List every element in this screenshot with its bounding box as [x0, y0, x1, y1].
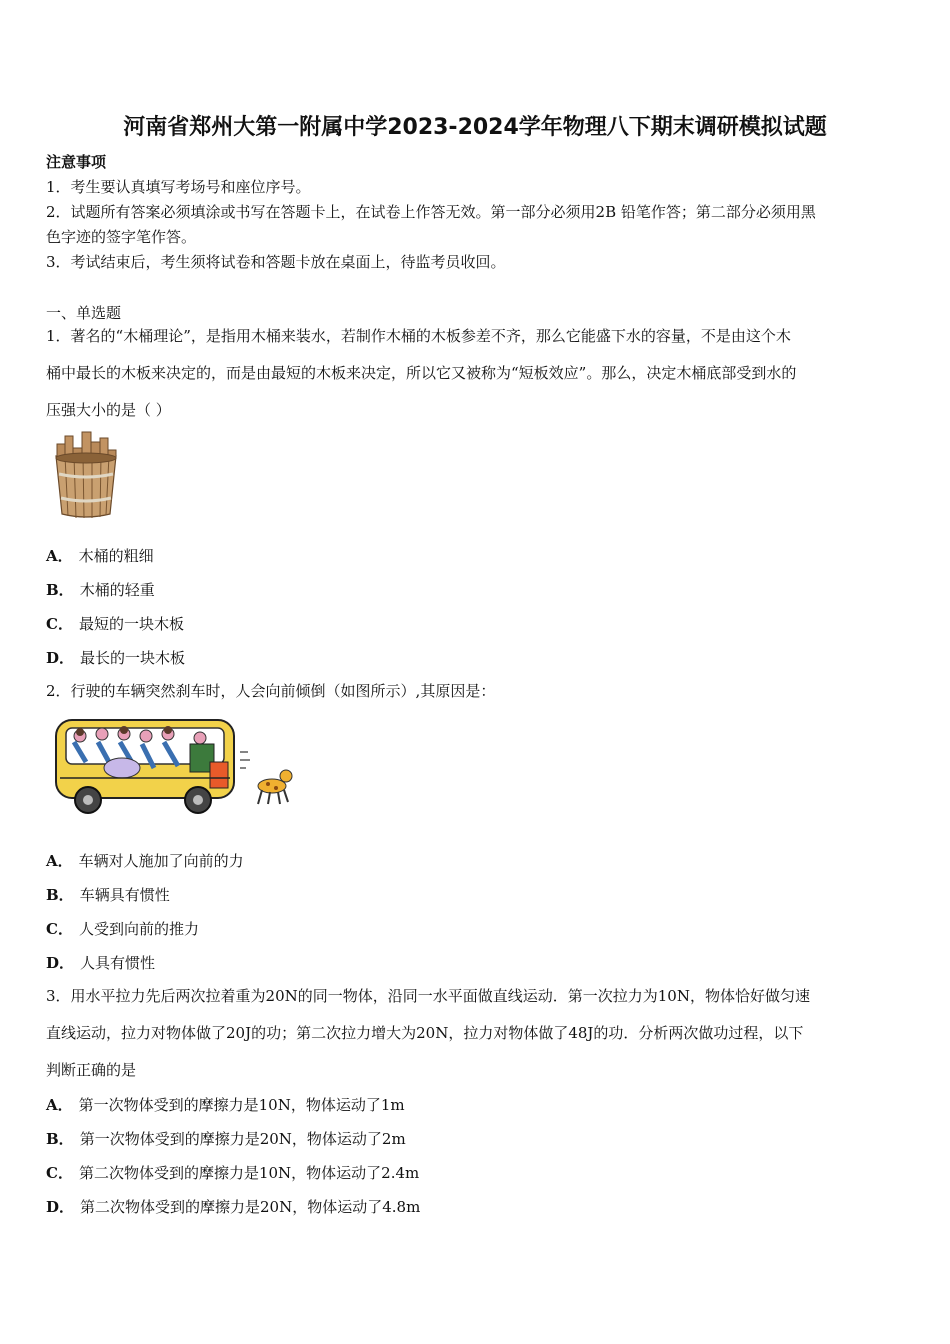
option-text: 第一次物体受到的摩擦力是20N，物体运动了2m [79, 1130, 406, 1148]
q3-option-a [46, 1094, 405, 1115]
question-1-line: 1．著名的“木桶理论”，是指用木桶来装水，若制作木桶的木板参差不齐，那么它能盛下水的容量，不是由这个木 [46, 327, 791, 345]
option-label: A． [46, 1096, 73, 1114]
exam-title: 河南省郑州大第一附属中学2023-2024学年物理八下期末调研模拟试题 [123, 115, 827, 140]
option-label: B． [46, 886, 74, 904]
option-text: 最短的一块木板 [78, 615, 184, 633]
q2-option-a [46, 850, 244, 871]
q1-option-b [46, 579, 155, 600]
option-label: D． [46, 1198, 75, 1216]
q3-option-d [46, 1196, 420, 1217]
option-label: A． [46, 852, 73, 870]
q2-option-d [46, 952, 155, 973]
option-text: 人具有惯性 [80, 954, 156, 972]
q1-option-c [46, 613, 184, 634]
q1-option-a [46, 545, 154, 566]
q2-option-b [46, 884, 170, 905]
option-text: 最长的一块木板 [80, 649, 186, 667]
q3-option-c [46, 1162, 419, 1183]
question-3-line: 判断正确的是 [46, 1061, 137, 1079]
bus-braking-image [50, 712, 298, 816]
option-label: B． [46, 581, 74, 599]
wooden-bucket-image [48, 430, 124, 520]
option-text: 人受到向前的推力 [78, 920, 199, 938]
option-text: 木桶的粗细 [78, 547, 154, 565]
notice-heading: 注意事项 [46, 153, 107, 171]
option-text: 第一次物体受到的摩擦力是10N，物体运动了1m [78, 1096, 405, 1114]
option-label: C． [46, 920, 73, 938]
notice-item: 色字迹的签字笔作答。 [46, 228, 197, 246]
option-label: A． [46, 547, 73, 565]
option-label: D． [46, 649, 75, 667]
option-text: 木桶的轻重 [79, 581, 155, 599]
notice-item: 3．考试结束后，考生须将试卷和答题卡放在桌面上，待监考员收回。 [46, 253, 506, 271]
notice-item: 1．考生要认真填写考场号和座位序号。 [46, 178, 311, 196]
question-3-line: 直线运动，拉力对物体做了20J的功；第二次拉力增大为20N，拉力对物体做了48J的功．分析两次做功过程，以下 [46, 1024, 804, 1042]
question-3-line: 3．用水平拉力先后两次拉着重为20N的同一物体，沿同一水平面做直线运动．第一次拉力为10N，物体恰好做匀速 [46, 987, 810, 1005]
option-label: C． [46, 615, 73, 633]
q2-option-c [46, 918, 199, 939]
section-heading: 一、单选题 [46, 304, 122, 322]
q3-option-b [46, 1128, 406, 1149]
option-text: 第二次物体受到的摩擦力是20N，物体运动了4.8m [80, 1198, 421, 1216]
notice-item: 2．试题所有答案必须填涂或书写在答题卡上，在试卷上作答无效。第一部分必须用2B 铅笔作答；第二部分必须用黑 [46, 203, 816, 221]
option-label: B． [46, 1130, 74, 1148]
option-text: 车辆具有惯性 [79, 886, 170, 904]
question-1-line: 压强大小的是（ ） [46, 401, 171, 419]
option-text: 车辆对人施加了向前的力 [78, 852, 244, 870]
question-2-line: 2．行驶的车辆突然刹车时，人会向前倾倒（如图所示）,其原因是： [46, 682, 496, 700]
q1-option-d [46, 647, 185, 668]
option-label: D． [46, 954, 75, 972]
option-label: C． [46, 1164, 73, 1182]
question-1-line: 桶中最长的木板来决定的，而是由最短的木板来决定，所以它又被称为“短板效应”。那么，决定木桶底部受到水的 [46, 364, 797, 382]
option-text: 第二次物体受到的摩擦力是10N，物体运动了2.4m [78, 1164, 420, 1182]
